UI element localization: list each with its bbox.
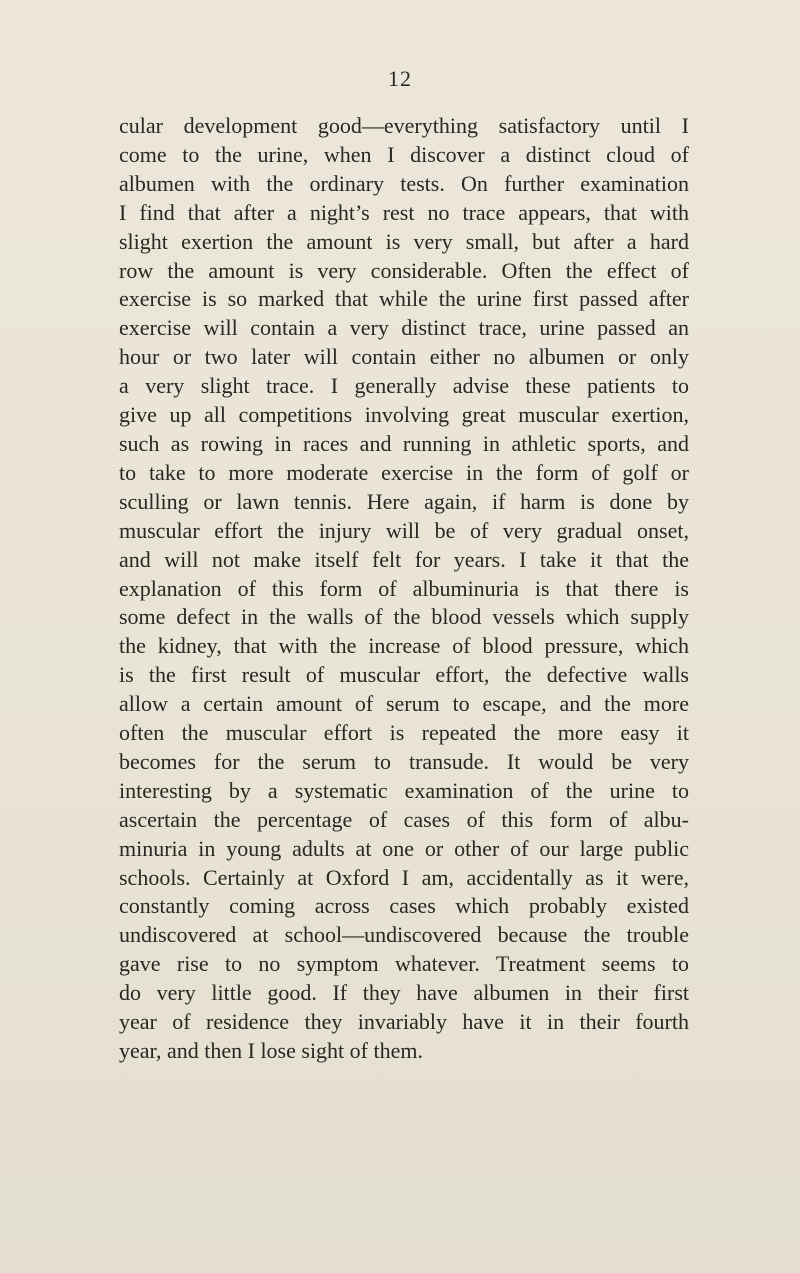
text-line: come to the urine, when I discover a distinct cloud of bbox=[119, 141, 689, 167]
text-line: to take to more moderate exercise in the form of golf or bbox=[119, 459, 689, 485]
text-line: undiscovered at school—undiscovered because the trouble bbox=[119, 922, 689, 948]
text-line: cular development good—everything satisfactory until I bbox=[119, 113, 689, 138]
text-line: muscular effort the injury will be of very gradual onset, bbox=[119, 517, 689, 543]
text-line: row the amount is very considerable. Often the effect of bbox=[119, 257, 689, 283]
text-line: is the first result of muscular effort, the defective walls bbox=[119, 662, 689, 688]
text-line: some defect in the walls of the blood vessels which supply bbox=[119, 604, 689, 630]
text-line: year of residence they invariably have it in their fourth bbox=[119, 1009, 689, 1035]
text-line: year, and then I lose sight of them. bbox=[119, 1038, 423, 1063]
text-line: minuria in young adults at one or other of our large public bbox=[119, 835, 689, 861]
text-line: exercise is so marked that while the urine first passed after bbox=[119, 286, 689, 312]
text-line: such as rowing in races and running in athletic sports, and bbox=[119, 430, 689, 456]
text-line: albumen with the ordinary tests. On further examination bbox=[119, 170, 689, 196]
text-line: allow a certain amount of serum to escape, and the more bbox=[119, 691, 689, 717]
text-line: sculling or lawn tennis. Here again, if harm is done by bbox=[119, 488, 689, 514]
text-line: interesting by a systematic examination of the urine to bbox=[119, 777, 689, 803]
text-line: schools. Certainly at Oxford I am, accidentally as it were, bbox=[119, 864, 689, 890]
text-line: give up all competitions involving great muscular exertion, bbox=[119, 402, 689, 428]
text-line: explanation of this form of albuminuria is that there is bbox=[119, 575, 689, 601]
text-line: the kidney, that with the increase of blood pressure, which bbox=[119, 633, 689, 659]
text-line: do very little good. If they have albumen in their first bbox=[119, 980, 689, 1006]
text-line: ascertain the percentage of cases of this form of albu- bbox=[119, 806, 689, 832]
text-line: often the muscular effort is repeated the more easy it bbox=[119, 720, 689, 746]
text-line: becomes for the serum to transude. It would be very bbox=[119, 748, 689, 774]
text-line: a very slight trace. I generally advise these patients to bbox=[119, 373, 689, 399]
text-line: hour or two later will contain either no albumen or only bbox=[119, 344, 689, 370]
body-paragraph bbox=[119, 112, 689, 1066]
text-line: I find that after a night’s rest no trace appears, that with bbox=[119, 199, 689, 225]
text-line: and will not make itself felt for years. I take it that the bbox=[119, 546, 689, 572]
text-line: slight exertion the amount is very small, but after a hard bbox=[119, 228, 689, 254]
page-number: 12 bbox=[388, 66, 412, 91]
text-line: gave rise to no symptom whatever. Treatment seems to bbox=[119, 951, 689, 977]
text-line: constantly coming across cases which probably existed bbox=[119, 893, 689, 919]
text-line: exercise will contain a very distinct trace, urine passed an bbox=[119, 315, 689, 341]
